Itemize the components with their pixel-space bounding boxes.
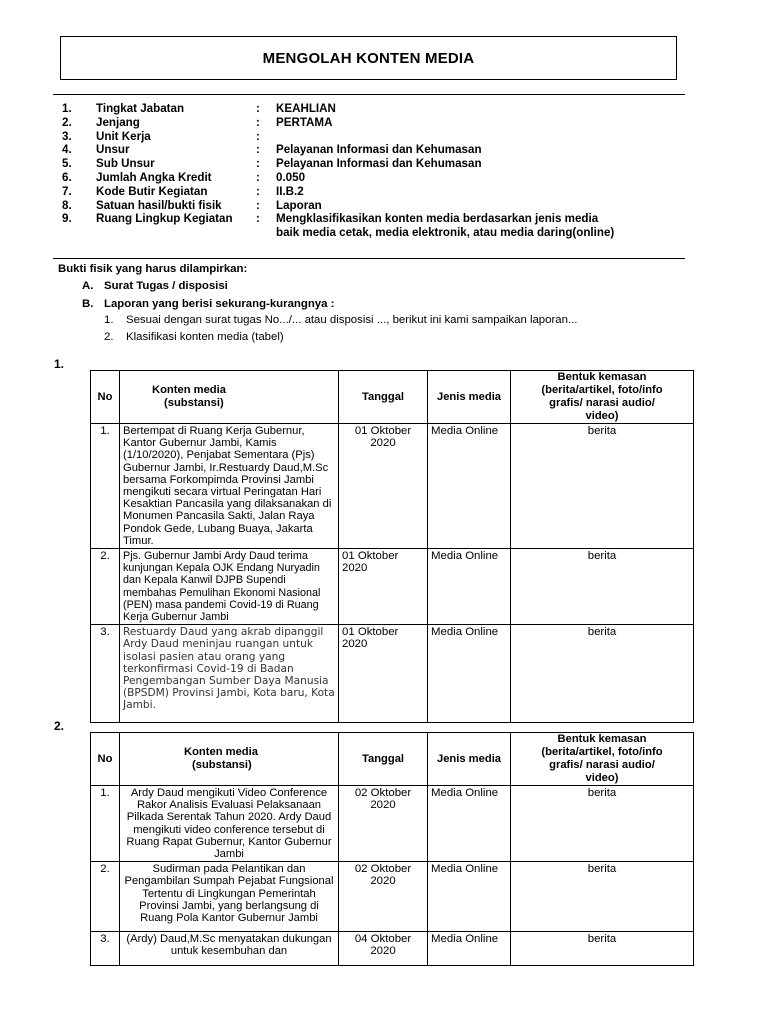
header-no: No — [91, 733, 120, 786]
bukti-subitem — [104, 312, 698, 329]
bukti-subitem-text: Sesuai dengan surat tugas No.../... atau disposisi ..., berikut ini kami sampaikan laporan... — [126, 314, 578, 326]
info-row — [62, 102, 682, 116]
cell-no: 1. — [91, 424, 120, 549]
info-value — [276, 212, 682, 240]
header-bentuk-line: (berita/artikel, foto/info — [541, 746, 663, 758]
cell-konten: Bertempat di Ruang Kerja Gubernur, Kantor Gubernur Jambi, Kamis (1/10/2020), Penjabat Sementara (Pjs) Gubernur Jambi, Ir.Restuardy Daud,M.Sc bersama Forkompimda Provinsi Jambi mengikuti secara virtual Peringatan Hari Kesaktian Pancasila yang dilaksanakan di Monumen Pancasila Sakti, Jalan Raya Pondok Gede, Lubang Buaya, Jakarta Timur. — [120, 424, 339, 549]
info-value: PERTAMA — [276, 115, 333, 129]
bukti-item-b — [58, 296, 698, 312]
cell-bentuk: berita — [511, 424, 694, 549]
cell-konten: (Ardy) Daud,M.Sc menyatakan dukungan untuk kesembuhan dan — [120, 932, 339, 966]
info-row — [62, 143, 682, 157]
info-label: Kode Butir Kegiatan — [96, 184, 208, 198]
cell-jenis: Media Online — [428, 424, 511, 549]
info-value-line1: Mengklasifikasikan konten media berdasarkan jenis media — [276, 212, 599, 226]
info-label: Jumlah Angka Kredit — [96, 170, 212, 184]
info-value: Pelayanan Informasi dan Kehumasan — [276, 157, 482, 171]
header-tanggal: Tanggal — [339, 733, 428, 786]
info-row — [62, 185, 682, 199]
cell-tanggal: 02 Oktober 2020 — [339, 862, 428, 932]
info-row — [62, 116, 682, 130]
info-no: 8. — [62, 198, 72, 212]
info-no: 1. — [62, 102, 72, 115]
bukti-subitem — [104, 329, 698, 346]
middle-divider — [53, 258, 685, 259]
cell-konten: Ardy Daud mengikuti Video Conference Rakor Analisis Evaluasi Pelaksanaan Pilkada Serentak Tahun 2020. Ardy Daud mengikuti video conference tersebut di Ruang Rapat Gubernur, Kantor Gubernur Jambi — [120, 786, 339, 862]
info-colon: : — [256, 102, 260, 115]
bukti-letter: B. — [82, 298, 94, 310]
info-colon: : — [256, 143, 260, 157]
cell-jenis: Media Online — [428, 862, 511, 932]
cell-jenis: Media Online — [428, 549, 511, 625]
info-colon: : — [256, 212, 260, 226]
info-row — [62, 171, 682, 185]
header-konten-title: Konten media — [184, 746, 258, 758]
header-bentuk-line: Bentuk kemasan — [557, 371, 647, 383]
info-colon: : — [256, 198, 260, 212]
bukti-subitem-no: 1. — [104, 314, 114, 326]
bukti-letter: A. — [82, 280, 94, 292]
bukti-heading: Bukti fisik yang harus dilampirkan: — [58, 263, 248, 275]
table-row — [91, 625, 694, 723]
cell-tanggal: 01 Oktober 2020 — [339, 625, 428, 723]
top-divider — [53, 94, 685, 95]
header-konten-sub: (substansi) — [164, 397, 224, 409]
info-colon: : — [256, 115, 260, 129]
section-1-label: 1. — [54, 357, 65, 371]
cell-bentuk: berita — [511, 862, 694, 932]
cell-no: 1. — [91, 786, 120, 862]
cell-bentuk: berita — [511, 549, 694, 625]
info-label: Unsur — [96, 143, 130, 157]
cell-jenis: Media Online — [428, 932, 511, 966]
header-bentuk-line: video) — [585, 772, 619, 784]
info-value: II.B.2 — [276, 184, 304, 198]
table-row — [91, 424, 694, 549]
cell-bentuk: berita — [511, 625, 694, 723]
bukti-subitem-no: 2. — [104, 331, 114, 343]
info-value — [276, 130, 682, 144]
cell-tanggal: 01 Oktober 2020 — [339, 549, 428, 625]
header-bentuk-line: video) — [585, 410, 619, 422]
cell-bentuk: berita — [511, 932, 694, 966]
info-label: Unit Kerja — [96, 129, 151, 143]
info-label: Satuan hasil/bukti fisik — [96, 198, 222, 212]
info-row — [62, 157, 682, 171]
header-bentuk — [511, 371, 694, 424]
header-jenis: Jenis media — [428, 733, 511, 786]
info-colon: : — [256, 170, 260, 184]
info-no: 4. — [62, 143, 72, 157]
cell-konten: Restuardy Daud yang akrab dipanggil Ardy Daud meninjau ruangan untuk isolasi pasien atau orang yang terkonfirmasi Covid-19 di Badan Pengembangan Sumber Daya Manusia (BPSDM) Provinsi Jambi, Kota baru, Kota Jambi. — [120, 625, 339, 723]
header-konten-title: Konten media — [152, 384, 226, 396]
info-no: 9. — [62, 212, 72, 226]
info-value: Laporan — [276, 198, 322, 212]
info-value-line2: baik media cetak, media elektronik, atau media daring(online) — [276, 226, 615, 240]
info-no: 6. — [62, 170, 72, 184]
cell-no: 2. — [91, 862, 120, 932]
info-no: 7. — [62, 184, 72, 198]
table-row — [91, 786, 694, 862]
info-label: Tingkat Jabatan — [96, 102, 185, 115]
info-colon: : — [256, 129, 260, 143]
bukti-fisik-section — [58, 263, 698, 346]
info-colon: : — [256, 184, 260, 198]
cell-tanggal: 02 Oktober 2020 — [339, 786, 428, 862]
cell-konten: Pjs. Gubernur Jambi Ardy Daud terima kunjungan Kepala OJK Endang Nuryadin dan Kepala Kanwil DJPB Supendi membahas Pemulihan Ekonomi Nasional (PEN) masa pandemi Covid-19 di Ruang Kerja Gubernur Jambi — [120, 549, 339, 625]
document-title-box — [60, 36, 677, 80]
cell-no: 3. — [91, 932, 120, 966]
section-2-label: 2. — [54, 719, 65, 733]
info-no: 3. — [62, 129, 72, 143]
media-table-1 — [90, 370, 694, 723]
info-value: KEAHLIAN — [276, 102, 336, 115]
bukti-subitem-text: Klasifikasi konten media (tabel) — [126, 331, 284, 343]
header-bentuk — [511, 733, 694, 786]
header-konten — [120, 371, 339, 424]
cell-tanggal: 04 Oktober 2020 — [339, 932, 428, 966]
header-no: No — [91, 371, 120, 424]
header-jenis: Jenis media — [428, 371, 511, 424]
bukti-item-a — [58, 278, 698, 294]
cell-bentuk: berita — [511, 786, 694, 862]
info-colon: : — [256, 157, 260, 171]
cell-tanggal: 01 Oktober 2020 — [339, 424, 428, 549]
header-konten — [120, 733, 339, 786]
document-title: MENGOLAH KONTEN MEDIA — [262, 49, 475, 67]
info-row — [62, 130, 682, 144]
header-bentuk-line: Bentuk kemasan — [557, 733, 647, 745]
info-label: Sub Unsur — [96, 157, 155, 171]
table-row — [91, 932, 694, 966]
table-row — [91, 862, 694, 932]
cell-konten: Sudirman pada Pelantikan dan Pengambilan Sumpah Pejabat Fungsional Tertentu di Lingkungan Pemerintah Provinsi Jambi, yang berlangsung di Ruang Pola Kantor Gubernur Jambi — [120, 862, 339, 932]
header-tanggal: Tanggal — [339, 371, 428, 424]
header-bentuk-line: grafis/ narasi audio/ — [549, 759, 655, 771]
cell-jenis: Media Online — [428, 786, 511, 862]
info-no: 5. — [62, 157, 72, 171]
header-konten-sub: (substansi) — [192, 759, 252, 771]
info-label: Ruang Lingkup Kegiatan — [96, 212, 233, 226]
table-header-row — [91, 371, 694, 424]
cell-jenis: Media Online — [428, 625, 511, 723]
info-row — [62, 199, 682, 213]
header-bentuk-line: grafis/ narasi audio/ — [549, 397, 655, 409]
bukti-text: Laporan yang berisi sekurang-kurangnya : — [104, 298, 335, 310]
info-no: 2. — [62, 115, 72, 129]
info-list — [62, 102, 682, 240]
cell-no: 2. — [91, 549, 120, 625]
info-value: 0.050 — [276, 170, 306, 184]
cell-no: 3. — [91, 625, 120, 723]
table-row — [91, 549, 694, 625]
table-header-row — [91, 733, 694, 786]
info-label: Jenjang — [96, 115, 140, 129]
media-table-2 — [90, 732, 694, 966]
bukti-text: Surat Tugas / disposisi — [104, 280, 228, 292]
header-bentuk-line: (berita/artikel, foto/info — [541, 384, 663, 396]
info-row — [62, 212, 682, 240]
info-value: Pelayanan Informasi dan Kehumasan — [276, 143, 482, 157]
